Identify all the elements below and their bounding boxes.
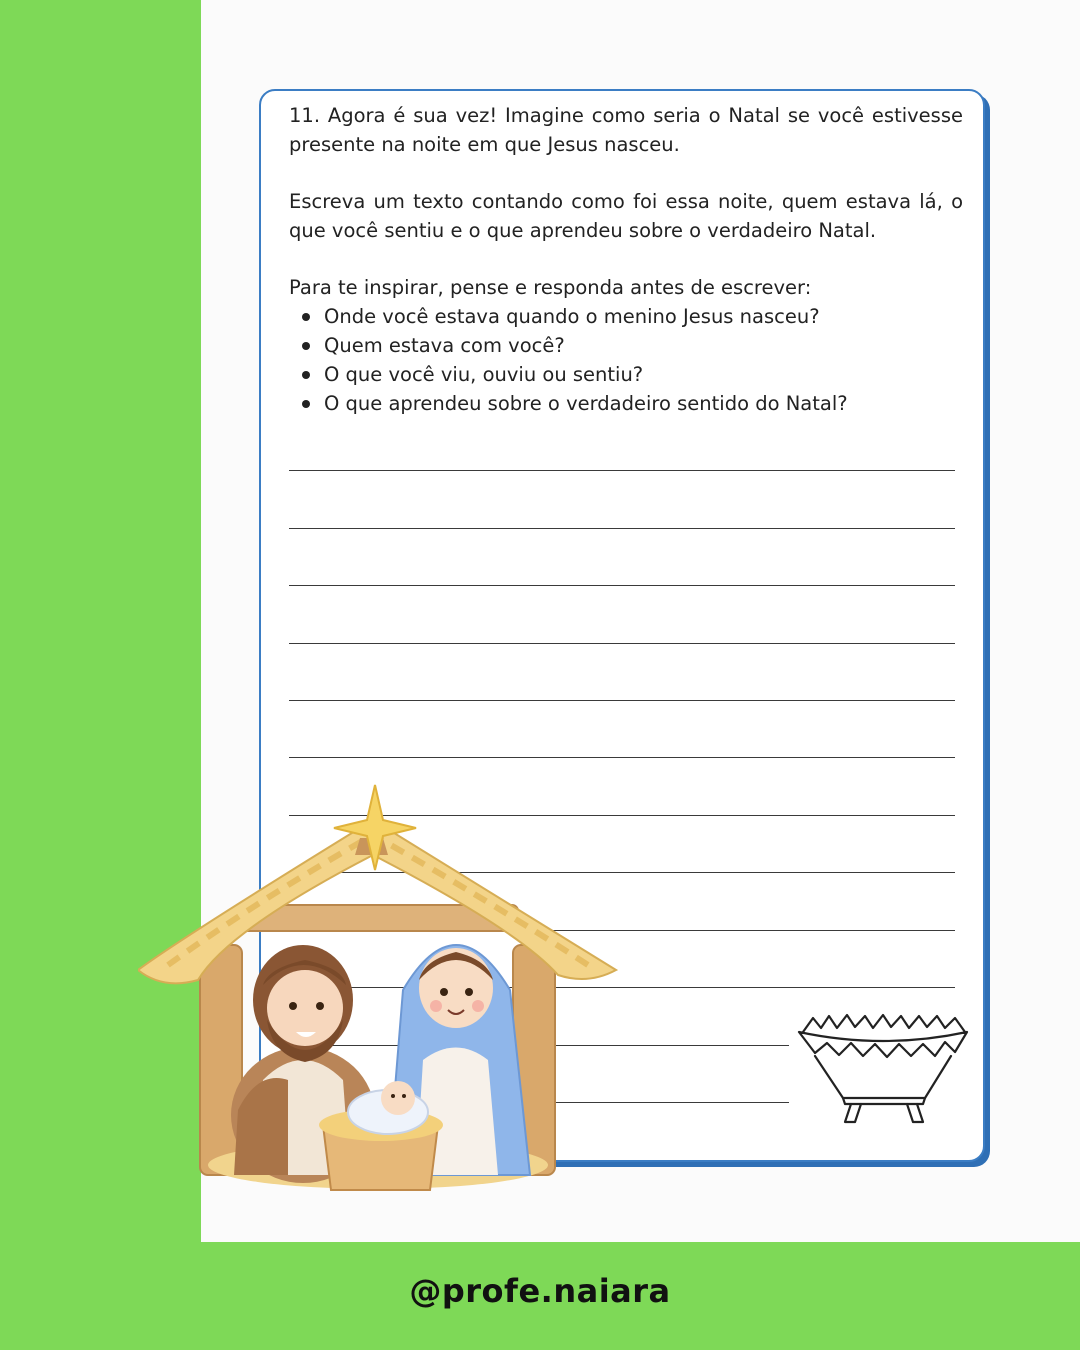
list-item: O que aprendeu sobre o verdadeiro sentido do Natal? (324, 389, 963, 418)
writing-line[interactable] (289, 643, 955, 644)
list-item: Quem estava com você? (324, 331, 963, 360)
writing-line[interactable] (289, 700, 955, 701)
writing-line[interactable] (289, 757, 955, 758)
inspiration-list (289, 302, 963, 418)
author-handle[interactable]: @profe.naiara (409, 1272, 671, 1310)
writing-line[interactable] (289, 528, 955, 529)
question-text (289, 101, 963, 418)
writing-line[interactable] (289, 470, 955, 471)
question-intro: 11. Agora é sua vez! Imagine como seria o Natal se você estivesse presente na noite em que Jesus nasceu. (289, 104, 963, 156)
list-item: Onde você estava quando o menino Jesus nasceu? (324, 302, 963, 331)
list-item: O que você viu, ouviu ou sentiu? (324, 360, 963, 389)
nativity-scene-illustration (138, 780, 618, 1205)
writing-line[interactable] (289, 585, 955, 586)
question-prompt: Para te inspirar, pense e responda antes de escrever: (289, 276, 812, 299)
question-instruction: Escreva um texto contando como foi essa noite, quem estava lá, o que você sentiu e o que aprendeu sobre o verdadeiro Natal. (289, 190, 963, 242)
manger-icon (795, 1010, 970, 1125)
